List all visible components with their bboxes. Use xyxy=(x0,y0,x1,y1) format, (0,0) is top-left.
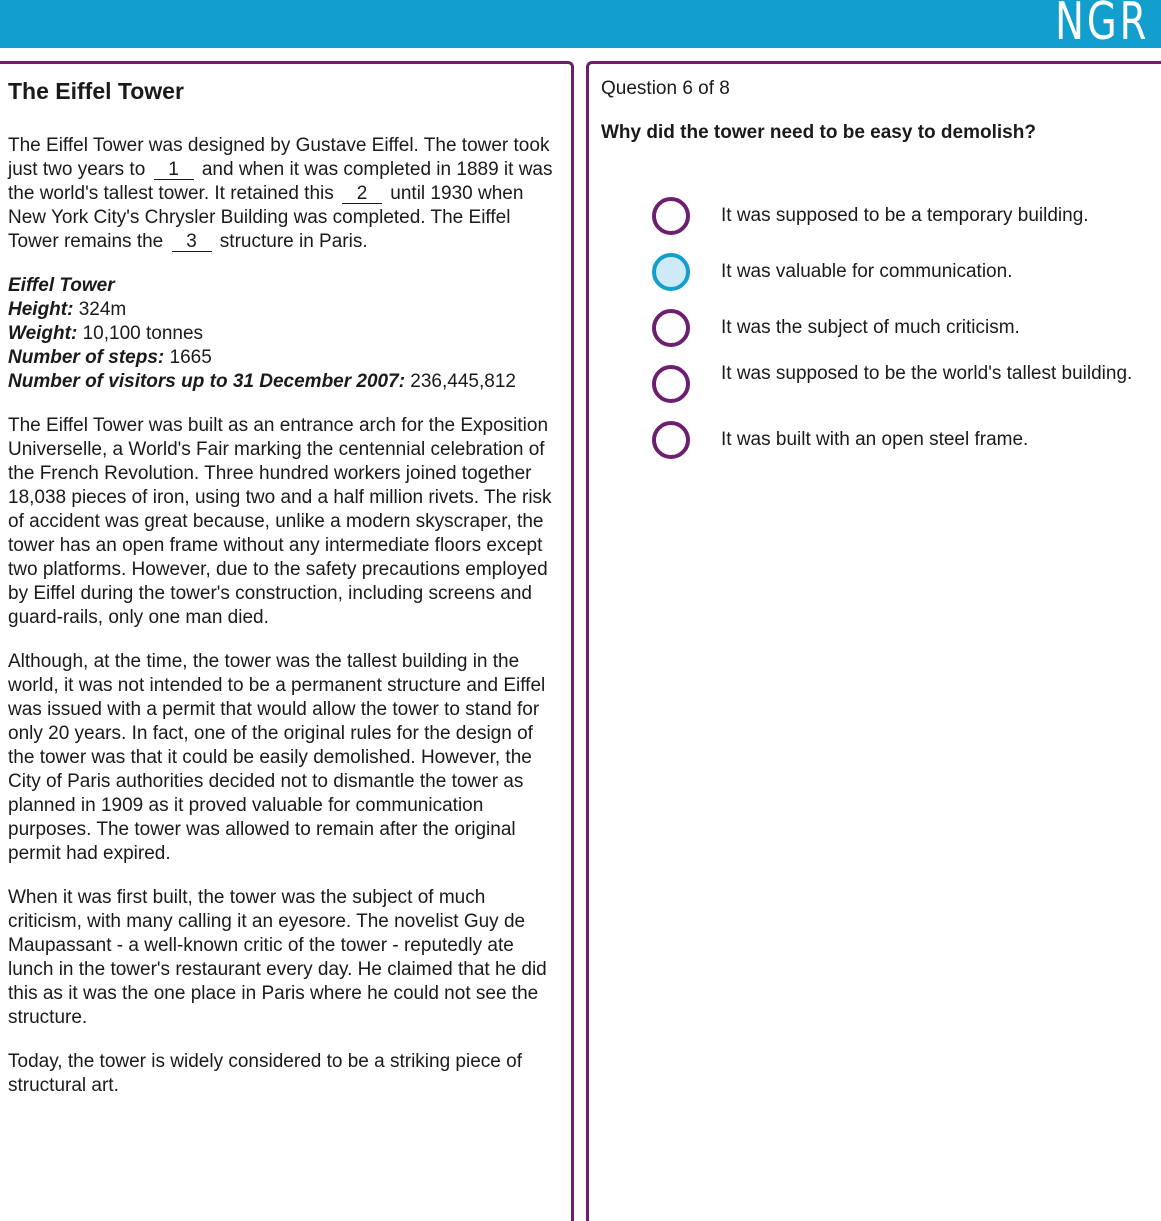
answer-option-2[interactable] xyxy=(652,250,1152,306)
answer-option-1[interactable] xyxy=(652,194,1152,250)
gap-1: 1 xyxy=(154,160,194,180)
radio-button-selected-icon[interactable] xyxy=(652,253,690,291)
gap-3: 3 xyxy=(172,232,212,252)
question-panel xyxy=(586,61,1161,1221)
answer-option-4[interactable] xyxy=(652,362,1152,418)
answer-option-5[interactable] xyxy=(652,418,1152,474)
passage-paragraph-2: Although, at the time, the tower was the tallest building in the world, it was not intended to be a permanent structure and Eiffel was issued with a permit that would allow the tower to stand for only 20 years. In fact, one of the original rules for the design of the tower was that it could be easily demolished. However, the City of Paris authorities decided not to dismantle the tower as planned in 1909 as it proved valuable for communication purposes. The tower was allowed to remain after the original permit had expired. xyxy=(8,651,546,864)
fact-visitors: Number of visitors up to 31 December 2007: 236,445,812 xyxy=(8,371,516,392)
fact-box xyxy=(8,274,560,394)
radio-button-icon[interactable] xyxy=(652,197,690,235)
passage-paragraph-4: Today, the tower is widely considered to be a striking piece of structural art. xyxy=(8,1051,522,1096)
answer-option-3[interactable] xyxy=(652,306,1152,362)
passage-title: The Eiffel Tower xyxy=(8,78,184,104)
question-text: Why did the tower need to be easy to demolish? xyxy=(601,122,1036,143)
gap-2: 2 xyxy=(342,184,382,204)
ngr-logo: NGR xyxy=(1054,0,1149,52)
radio-button-icon[interactable] xyxy=(652,309,690,347)
answer-options xyxy=(652,194,1152,474)
fact-height: Height: 324m xyxy=(8,299,127,320)
answer-option-label[interactable]: It was supposed to be a temporary building. xyxy=(721,205,1089,226)
fact-weight: Weight: 10,100 tonnes xyxy=(8,323,204,344)
question-counter: Question 6 of 8 xyxy=(601,78,730,99)
passage-intro: The Eiffel Tower was designed by Gustave Eiffel. The tower took just two years to 1 and when it was completed in 1889 it was the world's tallest tower. It retained this 2 until 1930 when New York City's Chrysler Building was completed. The Eiffel Tower remains the 3 structure in Paris. xyxy=(8,135,553,252)
radio-button-icon[interactable] xyxy=(652,421,690,459)
answer-option-label[interactable]: It was supposed to be the world's tallest building. xyxy=(721,363,1133,384)
reading-passage-panel xyxy=(0,61,574,1221)
answer-option-label[interactable]: It was valuable for communication. xyxy=(721,261,1013,282)
passage-body xyxy=(8,134,560,1118)
answer-option-label[interactable]: It was the subject of much criticism. xyxy=(721,317,1020,338)
answer-option-label[interactable]: It was built with an open steel frame. xyxy=(721,429,1029,450)
fact-heading: Eiffel Tower xyxy=(8,275,115,296)
passage-paragraph-3: When it was first built, the tower was the subject of much criticism, with many calling it an eyesore. The novelist Guy de Maupassant - a well-known critic of the tower - reputedly ate lunch in the tower's restaurant every day. He claimed that he did this as it was the one place in Paris where he could not see the structure. xyxy=(8,887,547,1028)
radio-button-icon[interactable] xyxy=(652,365,690,403)
passage-paragraph-1: The Eiffel Tower was built as an entrance arch for the Exposition Universelle, a World's Fair marking the centennial celebration of the French Revolution. Three hundred workers joined together 18,038 pieces of iron, using two and a half million rivets. The risk of accident was great because, unlike a modern skyscraper, the tower has an open frame without any intermediate floors except two platforms. However, due to the safety precautions employed by Eiffel during the tower's construction, including screens and guard-rails, only one man died. xyxy=(8,415,552,628)
top-bar xyxy=(0,0,1161,52)
fact-steps: Number of steps: 1665 xyxy=(8,347,212,368)
